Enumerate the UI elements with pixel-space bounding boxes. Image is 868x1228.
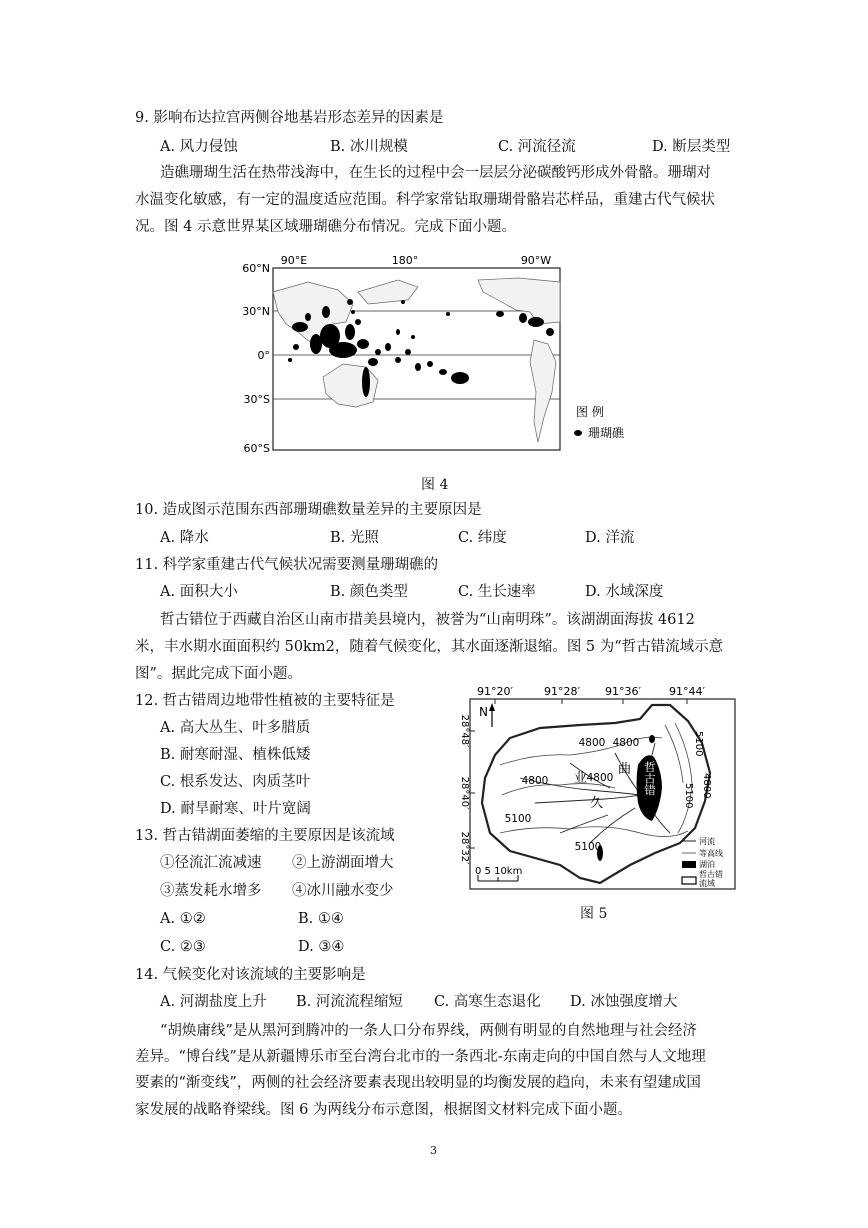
fig5-north: N (479, 705, 488, 719)
hu-intro-line-3: 要素的“渐变线”，两侧的社会经济要素表现出较明显的均衡发展的趋向，未来有望建成国 (135, 1075, 701, 1091)
coral-intro-line-2: 水温变化敏感，有一定的温度适应范围。科学家常钻取珊瑚骨骼岩芯样品，重建古代气候状 (135, 192, 715, 208)
hu-intro-line-1: “胡焕庸线”是从黑河到腾冲的一条人口分布界线，两侧有明显的自然地理与社会经济 (160, 1023, 697, 1039)
q14-option-d: D. 冰蚀强度增大 (570, 994, 678, 1010)
q13-item-2: ②上游湖面增大 (292, 855, 394, 871)
q13-item-4: ④冰川融水变少 (292, 883, 394, 899)
page-number: 3 (430, 1144, 437, 1157)
fig5-contour-8: 4800 (701, 773, 712, 799)
q11-option-d: D. 水域深度 (585, 584, 664, 600)
lake-intro-line-2: 米，丰水期水面面积约 50km2，随着气候变化，其水面逐渐退缩。图 5 为“哲古错流域示意 (135, 639, 724, 655)
fig5-place-qu: 曲 (618, 762, 632, 777)
fig5-place-jiu: 久 (590, 796, 604, 811)
fig4-legend-symbol (574, 430, 582, 436)
fig5-contour-1: 4800 (578, 737, 606, 749)
q11-option-c: C. 生长速率 (458, 584, 536, 600)
figure-4-coral-map (238, 252, 638, 464)
q9-option-b: B. 冰川规模 (330, 139, 408, 155)
fig5-lon-4: 91°44′ (669, 685, 705, 698)
question-10-stem: 10. 造成图示范围东西部珊瑚礁数量差异的主要原因是 (135, 502, 482, 518)
q11-option-b: B. 颜色类型 (330, 584, 408, 600)
fig5-lon-2: 91°28′ (544, 685, 580, 698)
fig5-legend-basin: 流域 (699, 879, 715, 888)
fig5-lat-1: 28°48′ (459, 714, 470, 748)
question-9-stem: 9. 影响布达拉宫两侧谷地基岩形态差异的因素是 (135, 110, 444, 126)
fig5-lon-3: 91°36′ (605, 685, 641, 698)
hu-intro-line-2: 差异。“博台线”是从新疆博乐市至台湾台北市的一条西北-东南走向的中国自然与人文地理 (135, 1049, 706, 1065)
q14-option-c: C. 高寒生态退化 (434, 994, 541, 1010)
fig5-lon-1: 91°20′ (477, 685, 513, 698)
q10-option-b: B. 光照 (330, 530, 379, 546)
q13-option-c: C. ②③ (160, 939, 206, 955)
fig5-contour-5: 5100 (504, 813, 532, 825)
fig5-legend-contour: 等高线 (699, 849, 723, 858)
coral-intro-line-3: 况。图 4 示意世界某区域珊瑚礁分布情况。完成下面小题。 (135, 219, 516, 235)
q13-option-a: A. ①② (160, 911, 206, 927)
question-11-stem: 11. 科学家重建古代气候状况需要测量珊瑚礁的 (135, 557, 439, 573)
fig5-contour-9: 5100 (683, 783, 694, 809)
q12-option-a: A. 高大丛生、叶多腊质 (160, 720, 311, 736)
q13-item-3: ③蒸发耗水增多 (160, 883, 262, 899)
q10-option-c: C. 纬度 (458, 530, 507, 546)
fig5-contour-6: 5100 (574, 841, 602, 853)
fig4-lon-90w: 90°W (520, 254, 552, 267)
lake-intro-line-1: 哲古错位于西藏自治区山南市措美县境内，被誉为“山南明珠”。该湖湖面海拔 4612 (160, 612, 695, 628)
fig4-lon-180: 180° (391, 254, 419, 267)
fig4-legend-title: 图 例 (576, 405, 604, 419)
fig5-legend-river: 河流 (699, 837, 715, 846)
fig5-lake-name: 哲古错 (643, 760, 657, 796)
q13-option-d: D. ③④ (298, 939, 345, 955)
q12-option-c: C. 根系发达、肉质茎叶 (160, 774, 311, 790)
fig4-lat-30s: 30°S (243, 393, 270, 406)
figure-5-caption: 图 5 (580, 906, 608, 922)
figure-4-caption: 图 4 (421, 477, 449, 493)
q11-option-a: A. 面积大小 (160, 584, 238, 600)
q13-item-1: ①径流汇流减速 (160, 855, 262, 871)
q14-option-b: B. 河流流程缩短 (296, 994, 403, 1010)
fig5-contour-4: 4800 (586, 772, 614, 784)
fig5-contour-3: 4800 (521, 775, 549, 787)
question-12-stem: 12. 哲古错周边地带性植被的主要特征是 (135, 693, 395, 709)
q9-option-d: D. 断层类型 (652, 139, 731, 155)
hu-intro-line-4: 家发展的战略脊梁线。图 6 为两线分布示意图，根据图文材料完成下面小题。 (135, 1102, 632, 1118)
fig5-scale: 0 5 10km (475, 866, 523, 877)
fig5-lat-2: 28°40′ (459, 776, 470, 810)
question-14-stem: 14. 气候变化对该流域的主要影响是 (135, 967, 366, 983)
lake-intro-line-3: 图”。据此完成下面小题。 (135, 666, 302, 682)
fig5-contour-7: 5100 (693, 731, 704, 757)
fig4-lat-60s: 60°S (243, 442, 270, 455)
coral-intro-line-1: 造礁珊瑚生活在热带浅海中，在生长的过程中会一层层分泌碳酸钙形成外骨骼。珊瑚对 (160, 165, 711, 181)
fig4-lat-30n: 30°N (242, 305, 270, 318)
q13-option-b: B. ①④ (298, 911, 344, 927)
q9-option-c: C. 河流径流 (498, 139, 576, 155)
q10-option-a: A. 降水 (160, 530, 209, 546)
fig4-lon-90e: 90°E (280, 254, 308, 267)
fig5-lat-3: 28°32′ (459, 831, 470, 865)
q14-option-a: A. 河湖盐度上升 (160, 994, 267, 1010)
question-13-stem: 13. 哲古错湖面萎缩的主要原因是该流域 (135, 828, 395, 844)
q12-option-d: D. 耐旱耐寒、叶片宽阔 (160, 801, 311, 817)
fig4-lat-60n: 60°N (242, 262, 270, 275)
fig5-contour-2: 4800 (612, 737, 640, 749)
figure-5-lake-basin-map (440, 683, 740, 895)
q10-option-d: D. 洋流 (585, 530, 635, 546)
fig5-place-ye: 业 (574, 771, 588, 786)
fig5-legend-lake: 湖泊 (699, 860, 715, 869)
q12-option-b: B. 耐寒耐湿、植株低矮 (160, 747, 311, 763)
fig4-lat-0: 0° (257, 349, 270, 362)
fig5-legend-zhegu: 哲古错 (699, 870, 723, 879)
fig4-legend-item: 珊瑚礁 (588, 426, 625, 440)
q9-option-a: A. 风力侵蚀 (160, 139, 238, 155)
